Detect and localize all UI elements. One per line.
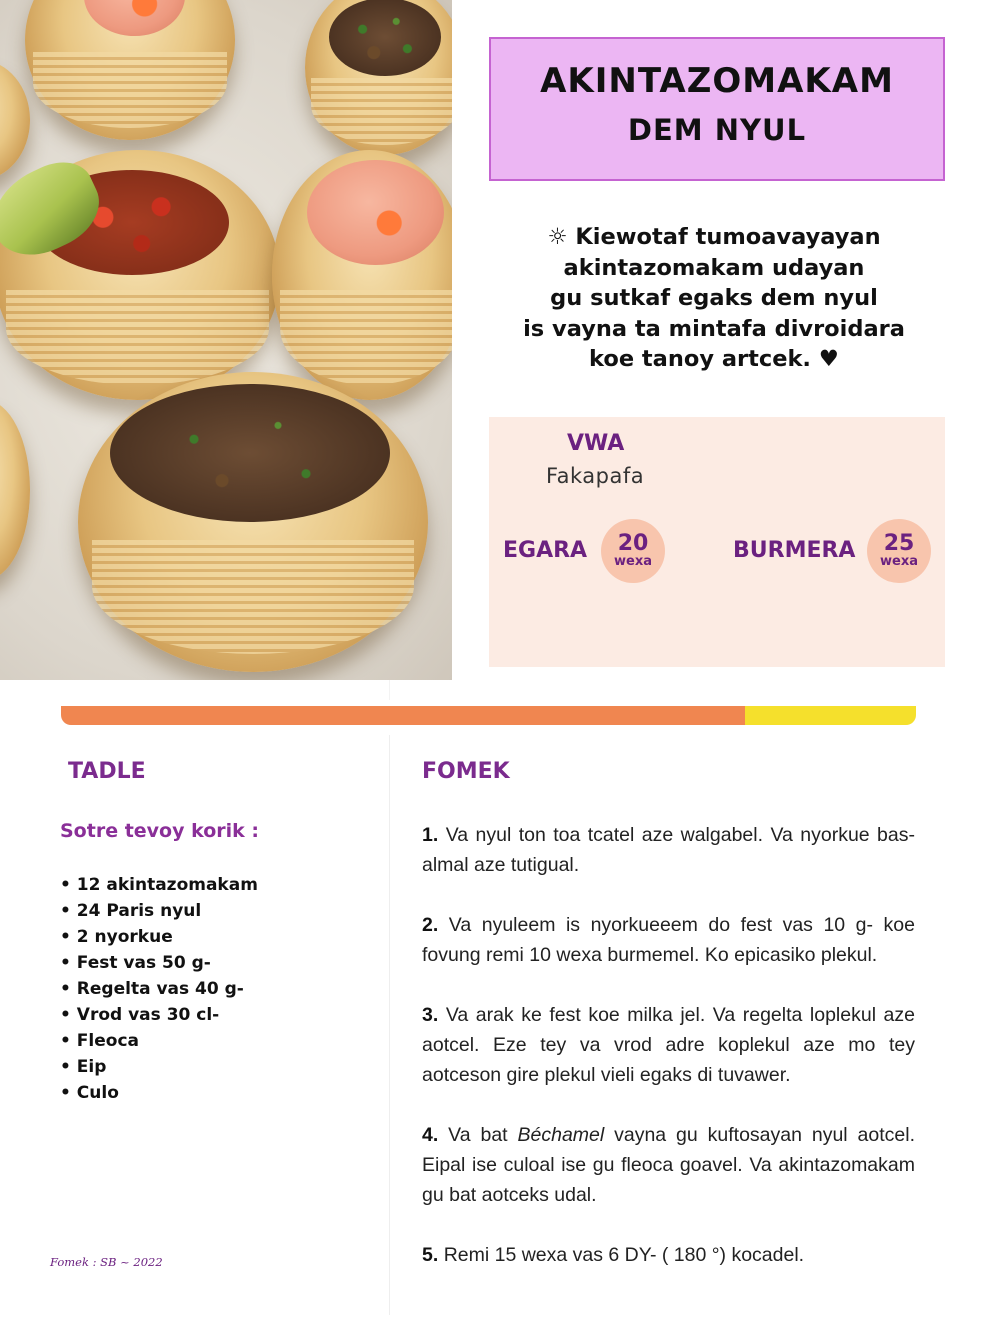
recipe-subtitle: DEM NYUL [627, 113, 807, 147]
intro-line: ☼ Kiewotaf tumoavayayan [547, 224, 881, 250]
step-1 [422, 820, 915, 880]
ingredients-list [60, 872, 258, 1106]
ingredients-heading: TADLE [68, 759, 146, 784]
pastry-mushroom-main [78, 372, 428, 672]
difficulty-value: Fakapafa [546, 464, 645, 488]
progress-bar [61, 706, 916, 725]
intro-line: koe tanoy artcek. ♥ [589, 346, 839, 372]
step-3 [422, 1000, 915, 1090]
title-box [489, 37, 945, 181]
step-text: Va nyuleem is nyorkueeem do fest vas 10 g- koe fovung remi 10 wexa burmemel. Ko epicasiko plekul. [422, 914, 915, 966]
cook-time-badge [867, 519, 931, 583]
list-item: • 12 akintazomakam [60, 872, 258, 898]
step-2 [422, 910, 915, 970]
method-steps [422, 820, 915, 1300]
prep-time-unit: wexa [614, 554, 652, 569]
progress-remainder [745, 706, 916, 725]
step-5 [422, 1240, 915, 1270]
list-item: • Vrod vas 30 cl- [60, 1002, 258, 1028]
step-text: Va arak ke fest koe milka jel. Va regelta loplekul aze aotcel. Eze tey va vrod adre koplekul aze mo tey aotceson gire plekul vieli egaks di tuvawer. [422, 1004, 915, 1086]
servings-heading: VWA [567, 431, 625, 456]
list-item: • Fleoca [60, 1028, 258, 1054]
pastry-mushroom-top [305, 0, 452, 155]
step-number: 1. [422, 824, 439, 846]
step-number: 2. [422, 914, 439, 936]
ingredients-subheading: Sotre tevoy korik : [60, 820, 260, 842]
list-item: • Regelta vas 40 g- [60, 976, 258, 1002]
info-box [489, 417, 945, 667]
step-text-post: vayna gu kuftosayan nyul aotcel. Eipal ise culoal ise gu fleoca goavel. Va akintazomakam gu bat aotceks udal. [422, 1124, 915, 1206]
list-item: • Eip [60, 1054, 258, 1080]
prep-label: EGARA [503, 538, 588, 563]
intro-text [489, 222, 939, 375]
step-number: 5. [422, 1244, 439, 1266]
step-4 [422, 1120, 915, 1210]
list-item: • Culo [60, 1080, 258, 1106]
cook-label: BURMERA [733, 538, 856, 563]
step-number: 4. [422, 1124, 439, 1146]
cook-time-value: 25 [883, 531, 915, 556]
step-text: Remi 15 wexa vas 6 DY- ( 180 °) kocadel. [443, 1244, 805, 1266]
prep-time-badge [601, 519, 665, 583]
intro-line: is vayna ta mintafa divroidara [523, 315, 905, 342]
intro-line: gu sutkaf egaks dem nyul [550, 285, 878, 311]
step-text-emphasis: Béchamel [517, 1124, 605, 1146]
food-photo [0, 0, 452, 680]
column-divider-top [389, 680, 390, 700]
intro-line: akintazomakam udayan [563, 254, 865, 281]
step-text-pre: Va bat [448, 1124, 518, 1146]
method-heading: FOMEK [422, 759, 510, 784]
pastry-left-edge [0, 60, 30, 180]
list-item: • 2 nyorkue [60, 924, 258, 950]
prep-time-value: 20 [617, 531, 649, 556]
footer-credit: Fomek : SB ~ 2022 [50, 1255, 163, 1269]
recipe-title: AKINTAZOMAKAM [540, 61, 894, 101]
list-item: • 24 Paris nyul [60, 898, 258, 924]
cook-time-unit: wexa [880, 554, 918, 569]
step-number: 3. [422, 1004, 439, 1026]
pastry-salmon-top [25, 0, 235, 140]
step-text: Va nyul ton toa tcatel aze walgabel. Va nyorkue bas-almal aze tutigual. [422, 824, 915, 876]
pastry-left-lower [0, 400, 30, 580]
progress-fill [61, 706, 745, 725]
list-item: • Fest vas 50 g- [60, 950, 258, 976]
column-divider [389, 735, 390, 1315]
pastry-salmon-right [272, 150, 452, 400]
